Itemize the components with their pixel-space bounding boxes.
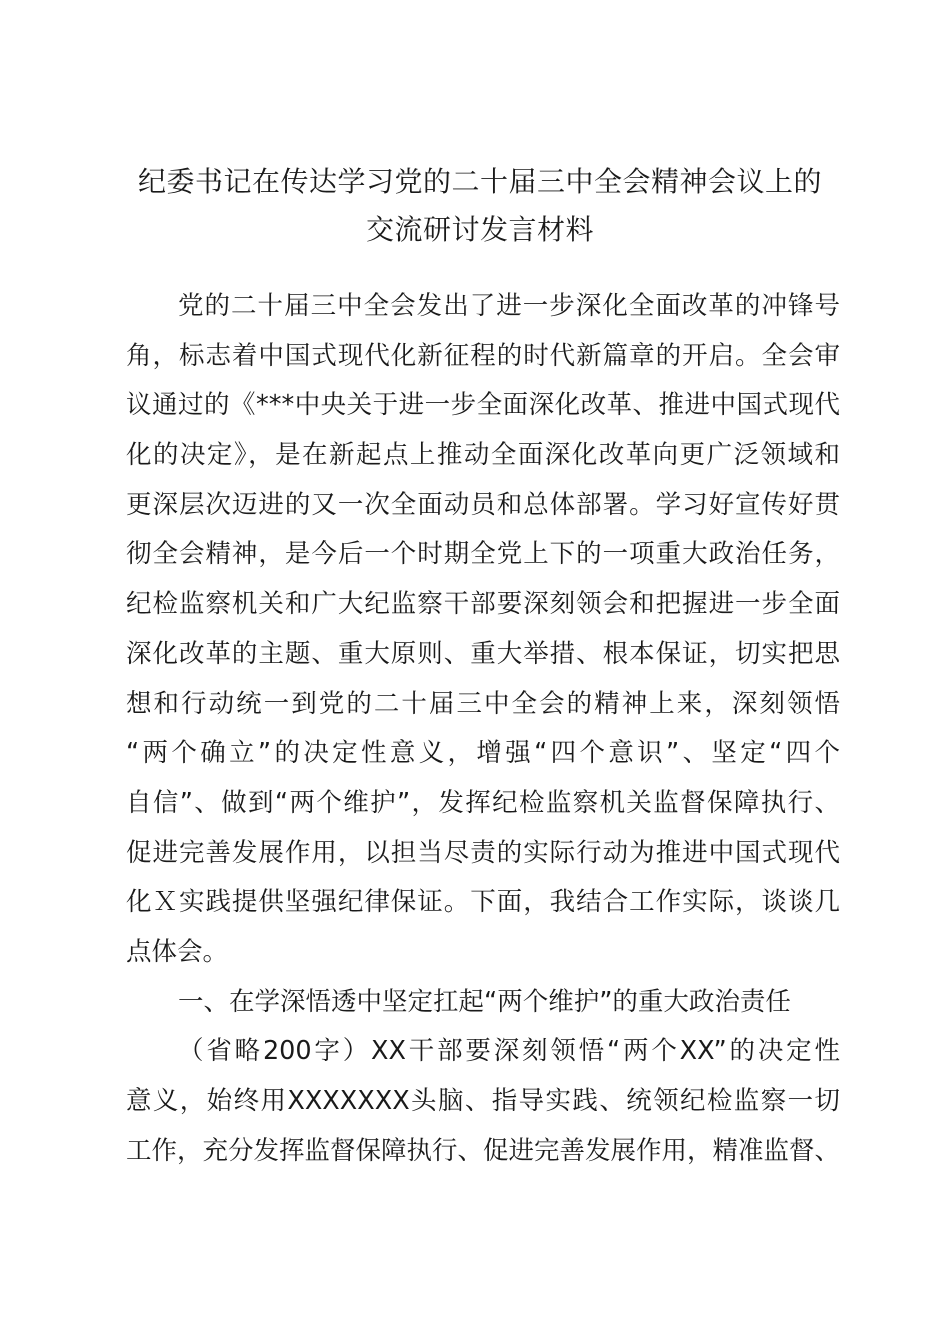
paragraph-line: 意义，始终用XXXXXXX头脑、指导实践、统领纪检监察一切	[126, 1086, 840, 1116]
paragraph-line: 化Ｘ实践提供坚强纪律保证。下面，我结合工作实际，谈谈几	[126, 887, 840, 918]
title-line-2: 交流研讨发言材料	[365, 213, 594, 246]
paragraph-line: 工作，充分发挥监督保障执行、促进完善发展作用，精准监督、	[126, 1135, 841, 1166]
paragraph-line: 党的二十届三中全会发出了进一步深化全面改革的冲锋号	[178, 291, 840, 321]
paragraph-line: 促进完善发展作用，以担当尽责的实际行动为推进中国式现代	[126, 837, 840, 868]
paragraph-line: 想和行动统一到党的二十届三中全会的精神上来，深刻领悟	[126, 688, 840, 719]
document-body	[126, 282, 840, 1176]
document-title	[120, 158, 840, 254]
section-heading: 一、在学深悟透中坚定扛起“两个维护”的重大政治责任	[178, 986, 791, 1017]
paragraph-line: 自信”、做到“两个维护”，发挥纪检监察机关监督保障执行、	[126, 787, 840, 818]
paragraph-line: “两个确立”的决定性意义，增强“四个意识”、坚定“四个	[126, 738, 840, 769]
paragraph-line: 化的决定》，是在新起点上推动全面深化改革向更广泛领域和	[126, 440, 840, 471]
paragraph-line: 议通过的《***中央关于进一步全面深化改革、推进中国式现代	[126, 390, 840, 421]
paragraph-line: （省略200字）XX干部要深刻领悟“两个XX”的决定性	[178, 1036, 840, 1067]
title-line-1: 纪委书记在传达学习党的二十届三中全会精神会议上的	[137, 165, 822, 198]
paragraph-line: 角，标志着中国式现代化新征程的时代新篇章的开启。全会审	[126, 340, 840, 371]
paragraph-line: 纪检监察机关和广大纪监察干部要深刻领会和把握进一步全面	[126, 589, 840, 620]
paragraph-line: 点体会。	[126, 936, 229, 967]
paragraph-line: 深化改革的主题、重大原则、重大举措、根本保证，切实把思	[126, 638, 840, 669]
paragraph-line: 更深层次迈进的又一次全面动员和总体部署。学习好宣传好贯	[126, 489, 840, 520]
paragraph-line: 彻全会精神，是今后一个时期全党上下的一项重大政治任务，	[126, 539, 840, 570]
